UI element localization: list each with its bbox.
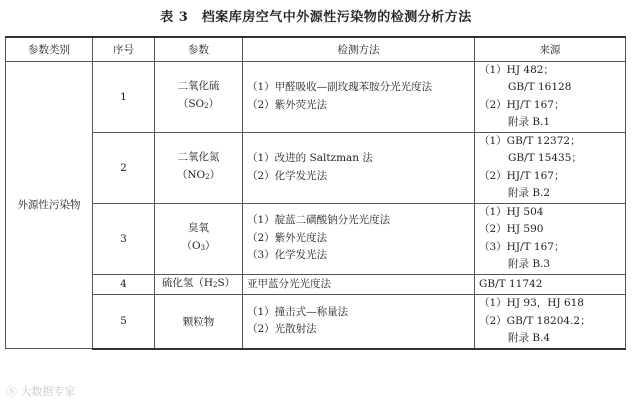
source-cell <box>475 132 626 203</box>
source-line: GB/T 11742 <box>479 277 543 290</box>
parameter-cell <box>155 132 243 203</box>
method-line: （1）改进的 Saltzman 法 <box>247 152 373 164</box>
row-number: 3 <box>93 203 155 274</box>
table-row <box>6 295 626 349</box>
header-parameter: 参数 <box>155 37 243 61</box>
method-line: （1）甲醛吸收—副玫瑰苯胺分光光度法 <box>247 81 433 93</box>
method-line: （2）紫外光度法 <box>247 231 328 244</box>
source-line: （2）HJ/T 167； <box>479 169 565 182</box>
parameter-cell <box>155 274 243 295</box>
source-line: 附录 B.2 <box>508 187 551 199</box>
source-line: （2）GB/T 18204.2； <box>479 314 591 327</box>
row-number: 1 <box>93 61 155 132</box>
parameter-name-formula: 硫化氢$(H_2S)$ <box>161 276 236 289</box>
method-cell <box>243 132 475 203</box>
header-source: 来源 <box>475 37 626 61</box>
source-line: 附录 B.3 <box>508 258 551 270</box>
watermark: Ⓢ 大数据专家 <box>6 385 76 398</box>
header-category: 参数类别 <box>6 37 93 61</box>
parameter-name: 臭氧 <box>188 222 209 234</box>
detection-methods-table <box>5 36 626 350</box>
parameter-name: 二氧化氮 <box>177 151 220 163</box>
method-cell <box>243 203 475 274</box>
table-row <box>6 203 626 274</box>
parameter-cell: 颗粒物 <box>155 295 243 349</box>
row-number: 2 <box>93 132 155 203</box>
source-cell <box>475 274 626 295</box>
source-cell <box>475 203 626 274</box>
row-number: 4 <box>93 274 155 295</box>
parameter-cell <box>155 203 243 274</box>
parameter-cell <box>155 61 243 132</box>
table-row <box>6 274 626 295</box>
source-cell <box>475 61 626 132</box>
parameter-formula: $(NO_2)$ <box>176 168 221 181</box>
source-line: 附录 B.4 <box>508 332 551 344</box>
category-cell: 外源性污染物 <box>6 61 93 349</box>
header-number: 序号 <box>93 37 155 61</box>
source-line: 附录 B.1 <box>508 116 551 128</box>
header-method: 检测方法 <box>243 37 475 61</box>
table-caption: 表 3 档案库房空气中外源性污染物的检测分析方法 <box>160 10 472 25</box>
method-cell <box>243 61 475 132</box>
source-line: （2）HJ 590 <box>479 223 544 235</box>
parameter-formula: $(O_3)$ <box>181 239 216 252</box>
parameter-name: 二氧化硫 <box>177 80 220 92</box>
table-row <box>6 61 626 132</box>
source-line: （1）HJ 93，HJ 618 <box>479 297 584 309</box>
method-line: （1）撞击式—称量法 <box>247 305 349 318</box>
table-row <box>6 132 626 203</box>
method-line: （3）化学发光法 <box>247 249 328 262</box>
source-line: （1）GB/T 12372； <box>479 134 581 147</box>
parameter-formula: $(SO_2)$ <box>177 97 220 110</box>
source-line: （1）HJ 504 <box>479 205 544 218</box>
source-line: GB/T 16128 <box>508 81 572 93</box>
method-line: （2）紫外荧光法 <box>247 98 328 111</box>
row-number: 5 <box>93 295 155 349</box>
source-cell <box>475 295 626 349</box>
source-line: （3）HJ/T 167； <box>479 240 565 253</box>
method-cell <box>243 295 475 349</box>
method-line: （1）靛蓝二磺酸钠分光光度法 <box>247 214 391 227</box>
method-line: （2）光散射法 <box>247 323 317 336</box>
source-line: （1）HJ 482； <box>479 63 554 76</box>
method-line: （2）化学发光法 <box>247 169 328 182</box>
table-header-row <box>6 37 626 61</box>
method-cell <box>243 274 475 295</box>
source-line: （2）HJ/T 167； <box>479 98 565 111</box>
method-line: 亚甲蓝分光光度法 <box>247 277 331 290</box>
source-line: GB/T 15435； <box>508 152 582 164</box>
